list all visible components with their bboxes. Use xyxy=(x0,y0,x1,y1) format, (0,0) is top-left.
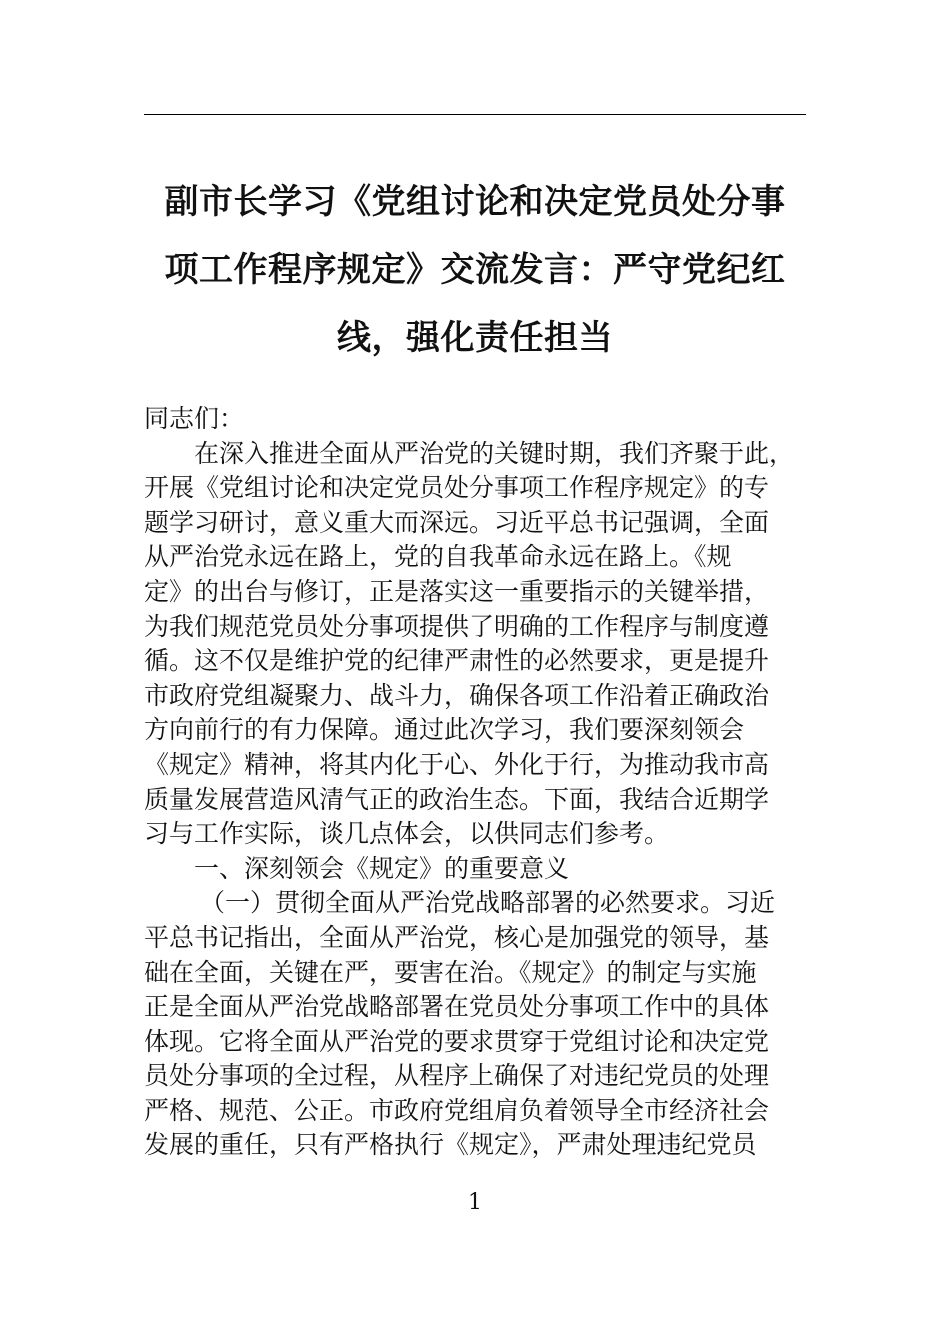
document-title xyxy=(144,168,806,372)
body-line: 质量发展营造风清气正的政治生态。下面，我结合近期学 xyxy=(144,784,770,814)
body-line: 平总书记指出，全面从严治党，核心是加强党的领导，基 xyxy=(144,922,770,952)
title-line: 副市长学习《党组讨论和决定党员处分事 xyxy=(164,182,786,222)
body-line: 正是全面从严治党战略部署在党员处分事项工作中的具体 xyxy=(144,992,770,1022)
body-line: 习与工作实际，谈几点体会，以供同志们参考。 xyxy=(144,819,670,849)
body-line: 在深入推进全面从严治党的关键时期，我们齐聚于此， xyxy=(194,438,795,468)
body-line: 循。这不仅是维护党的纪律严肃性的必然要求，更是提升 xyxy=(144,646,770,676)
body-line: 员处分事项的全过程，从程序上确保了对违纪党员的处理 xyxy=(144,1061,770,1091)
body-line: 方向前行的有力保障。通过此次学习，我们要深刻领会 xyxy=(144,715,745,745)
body-line: 开展《党组讨论和决定党员处分事项工作程序规定》的专 xyxy=(144,473,770,503)
body-line: 为我们规范党员处分事项提供了明确的工作程序与制度遵 xyxy=(144,611,770,641)
page-number: 1 xyxy=(468,1190,482,1215)
body-line: 题学习研讨，意义重大而深远。习近平总书记强调，全面 xyxy=(144,507,770,537)
subsection-heading-line: （一）贯彻全面从严治党战略部署的必然要求。习近 xyxy=(200,888,776,918)
header-rule xyxy=(144,114,806,115)
body-line: 发展的重任，只有严格执行《规定》，严肃处理违纪党员 xyxy=(144,1130,757,1160)
section-heading: 一、深刻领会《规定》的重要意义 xyxy=(194,853,570,883)
body-line: 从严治党永远在路上，党的自我革命永远在路上。《规 xyxy=(144,542,732,572)
title-line: 线，强化责任担当 xyxy=(337,318,613,358)
salutation: 同志们： xyxy=(144,404,245,433)
body-line: 定》的出台与修订，正是落实这一重要指示的关键举措， xyxy=(144,576,770,606)
body-line: 础在全面，关键在严，要害在治。《规定》的制定与实施 xyxy=(144,957,757,987)
body-line: 《规定》精神，将其内化于心、外化于行，为推动我市高 xyxy=(144,749,770,779)
body-line: 体现。它将全面从严治党的要求贯穿于党组讨论和决定党 xyxy=(144,1026,770,1056)
body-line: 市政府党组凝聚力、战斗力，确保各项工作沿着正确政治 xyxy=(144,680,770,710)
title-line: 项工作程序规定》交流发言：严守党纪红 xyxy=(164,250,786,290)
document-body xyxy=(144,402,806,1163)
body-line: 严格、规范、公正。市政府党组肩负着领导全市经济社会 xyxy=(144,1095,770,1125)
